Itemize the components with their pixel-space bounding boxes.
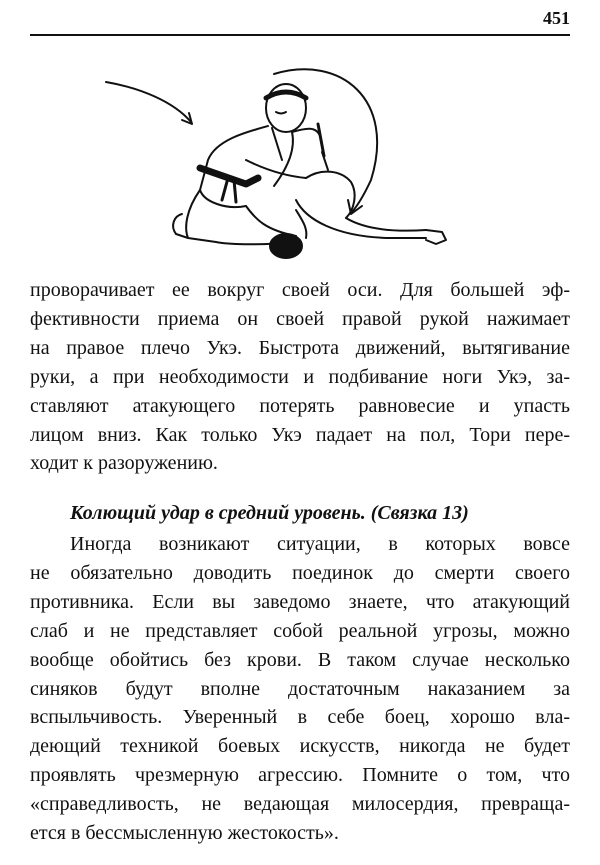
paragraph-line: фективности приема он своей правой рукой нажимает <box>30 307 570 330</box>
paragraph-line: противника. Если вы заведомо знаете, что атакующий <box>30 590 570 613</box>
paragraph-line: ходит к разоружению. <box>30 452 218 475</box>
paragraph-line: на правое плечо Укэ. Быстрота движений, вытягивание <box>30 336 570 359</box>
left-arrow-icon <box>106 82 191 122</box>
paragraph-line: слаб и не представляет собой реальной угрозы, можно <box>30 619 570 642</box>
paragraph-1 <box>30 276 570 478</box>
paragraph-line: не обязательно доводить поединок до смерти своего <box>30 561 570 584</box>
paragraph-2 <box>30 530 570 848</box>
paragraph-line: проявлять чрезмерную агрессию. Помните о том, что <box>30 764 570 787</box>
paragraph-line: «справедливость, не ведающая милосердия, превраща- <box>30 793 570 816</box>
paragraph-line: вообще обойтись без крови. В таком случае несколько <box>30 648 570 671</box>
paragraph-line: проворачивает ее вокруг своей оси. Для большей эф- <box>30 279 570 301</box>
paragraph-line: ется в бессмысленную жестокость». <box>30 822 339 845</box>
page-number: 451 <box>543 8 570 28</box>
paragraph-line: ставляют атакующего потерять равновесие и упасть <box>30 394 570 417</box>
paragraph-line: деющий техникой боевых искусств, никогда не будет <box>30 735 570 758</box>
header-rule <box>30 34 570 36</box>
paragraph-line: Иногда возникают ситуации, в которых вовсе <box>70 533 570 555</box>
paragraph-line: лицом вниз. Как только Укэ падает на пол, Тори пере- <box>30 423 570 446</box>
paragraph-line: вспыльчивость. Уверенный в себе боец, хорошо вла- <box>30 706 570 729</box>
section-heading: Колющий удар в средний уровень. (Связка 13) <box>70 502 469 524</box>
paragraph-line: руки, а при необходимости и подбивание ноги Укэ, за- <box>30 365 570 388</box>
paragraph-line: синяков будут вполне достаточным наказанием за <box>30 677 570 700</box>
martial-arts-illustration <box>96 60 456 270</box>
